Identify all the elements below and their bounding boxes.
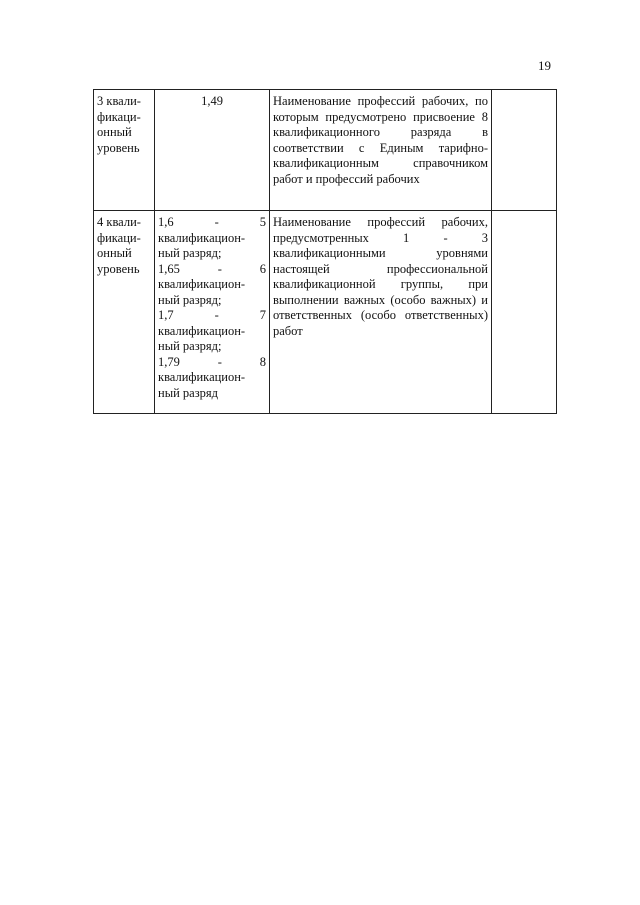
empty-cell: [492, 211, 557, 414]
level-line: онный: [97, 125, 132, 139]
rank-number: 8: [259, 354, 266, 369]
rank-number: 6: [259, 261, 266, 276]
qualification-level-cell: [94, 211, 155, 414]
rank-label: ный разряд: [158, 385, 218, 400]
coefficient-dash: -: [217, 261, 222, 276]
rank-label: квалификацион-: [158, 370, 246, 384]
qualification-table: [93, 89, 557, 414]
rank-number: 7: [259, 308, 266, 322]
level-line: фикаци-: [97, 109, 141, 124]
coefficient-cell: [155, 90, 270, 211]
coefficient-line: [158, 308, 266, 324]
level-line: онный: [97, 246, 132, 260]
rank-label: квалификацион-: [158, 323, 246, 338]
rank-label: ный разряд;: [158, 292, 222, 307]
table-row: [94, 211, 557, 414]
coefficient-value: 1,49: [201, 94, 223, 108]
coefficient-dash: -: [217, 354, 222, 369]
coefficient-value: 1,6: [158, 215, 174, 229]
level-line: 3 квали-: [97, 94, 141, 108]
rank-label: ный разряд;: [158, 246, 222, 260]
page-number: 19: [538, 58, 551, 73]
coefficient-line: [158, 355, 266, 371]
level-line: 4 квали-: [97, 215, 141, 229]
rank-label: ный разряд;: [158, 339, 222, 353]
level-line: фикаци-: [97, 230, 141, 245]
coefficient-cell: [155, 211, 270, 414]
coefficient-value: 1,79: [158, 354, 180, 369]
coefficient-dash: -: [214, 215, 219, 229]
table-row: [94, 90, 557, 211]
rank-number: 5: [259, 215, 266, 229]
description-cell: Наименование профессий рабочих, предусмотренных 1 - 3 квалификационными уровнями настоящей профессиональной квалификационной группы, при выполнении важных (особо важных) и ответственных (особо ответственных) работ: [270, 211, 492, 414]
coefficient-line: [158, 262, 266, 278]
coefficient-dash: -: [214, 308, 219, 322]
rank-label: квалификацион-: [158, 277, 246, 291]
level-line: уровень: [97, 140, 140, 155]
qualification-level-cell: [94, 90, 155, 211]
empty-cell: [492, 90, 557, 211]
level-line: уровень: [97, 261, 140, 276]
rank-label: квалификацион-: [158, 230, 246, 245]
coefficient-value: 1,65: [158, 261, 180, 276]
description-cell: Наименование профессий рабочих, по которым предусмотрено присвоение 8 квалификационного разряда в соответствии с Единым тарифно-квалификационным справочником работ и профессий рабочих: [270, 90, 492, 211]
coefficient-value: 1,7: [158, 308, 174, 322]
coefficient-line: [158, 215, 266, 231]
